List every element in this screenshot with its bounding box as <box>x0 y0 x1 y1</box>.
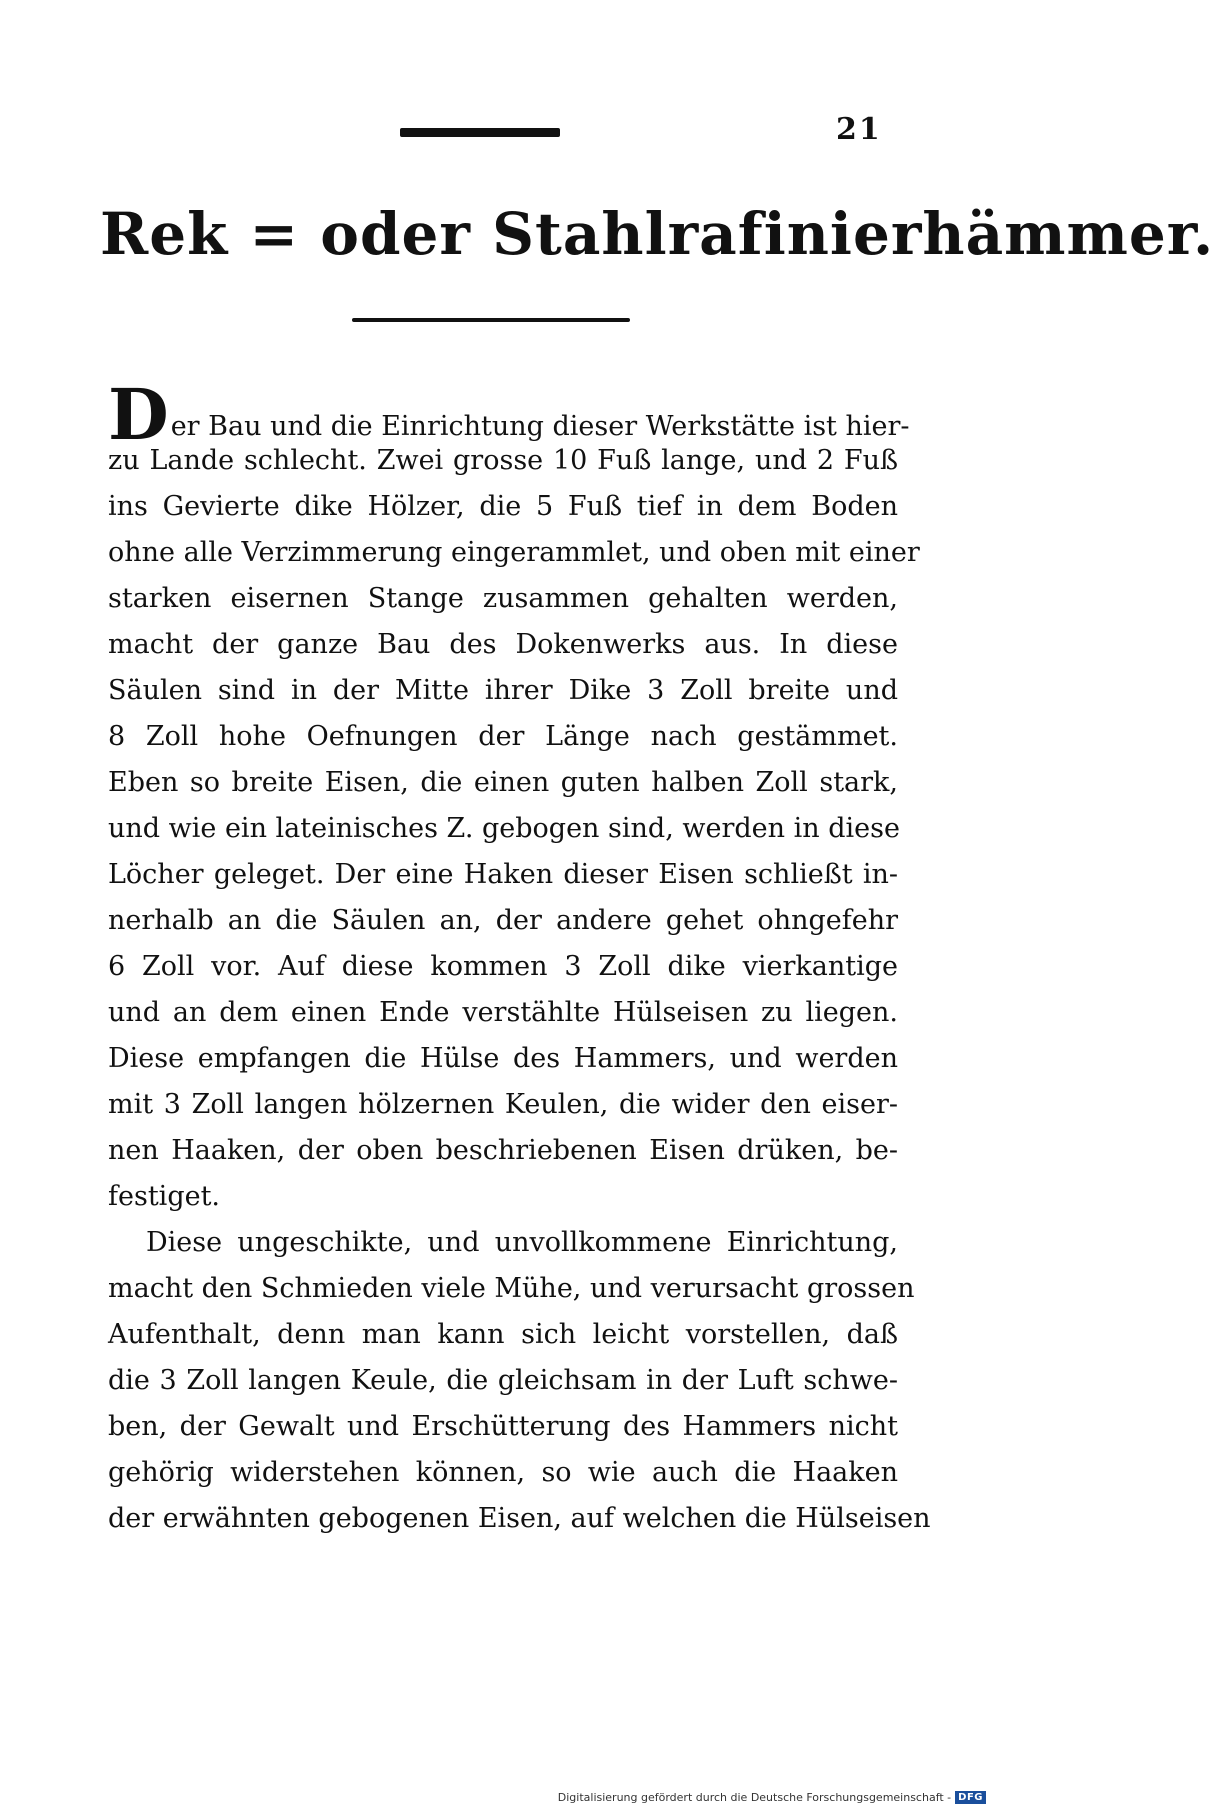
text-line: nerhalb an die Säulen an, der andere gehet ohngefehr <box>108 905 898 936</box>
text-line: Säulen sind in der Mitte ihrer Dike 3 Zoll breite und <box>108 675 898 706</box>
dfg-logo-icon: DFG <box>955 1791 986 1804</box>
text-line: die 3 Zoll langen Keule, die gleichsam in der Luft schwe- <box>108 1365 898 1396</box>
text-line: zu Lande schlecht. Zwei grosse 10 Fuß lange, und 2 Fuß <box>108 445 898 476</box>
text-line: Der Bau und die Einrichtung dieser Werkstätte ist hier- <box>108 373 910 456</box>
text-line: Diese empfangen die Hülse des Hammers, und werden <box>108 1043 898 1074</box>
text-line: Eben so breite Eisen, die einen guten halben Zoll stark, <box>108 767 898 798</box>
text-line: und an dem einen Ende verstählte Hülseisen zu liegen. <box>108 997 898 1028</box>
text-line: gehörig widerstehen können, so wie auch die Haaken <box>108 1457 898 1488</box>
text-line: und wie ein lateinisches Z. gebogen sind, werden in diese <box>108 813 900 844</box>
text-line: Löcher geleget. Der eine Haken dieser Eisen schließt in- <box>108 859 898 890</box>
text-line: macht der ganze Bau des Dokenwerks aus. In diese <box>108 629 898 660</box>
text-line: der erwähnten gebogenen Eisen, auf welchen die Hülseisen <box>108 1503 931 1534</box>
text-line: Diese ungeschikte, und unvollkommene Einrichtung, <box>146 1227 898 1258</box>
title-rule <box>352 318 630 322</box>
text-line: ben, der Gewalt und Erschütterung des Hammers nicht <box>108 1411 898 1442</box>
text-line: 6 Zoll vor. Auf diese kommen 3 Zoll dike vierkantige <box>108 951 898 982</box>
digitization-credit <box>558 1791 986 1804</box>
paragraph-2 <box>108 1220 931 1542</box>
paragraph-1 <box>108 373 920 1220</box>
drop-cap: D <box>108 373 169 456</box>
text-line: ohne alle Verzimmerung eingerammlet, und oben mit einer <box>108 537 920 568</box>
text-line: Aufenthalt, denn man kann sich leicht vorstellen, daß <box>108 1319 898 1350</box>
text-line: starken eisernen Stange zusammen gehalten werden, <box>108 583 898 614</box>
page-number: 21 <box>836 112 882 147</box>
text-line: nen Haaken, der oben beschriebenen Eisen drüken, be- <box>108 1135 898 1166</box>
text-line: festiget. <box>108 1181 221 1212</box>
text-line: mit 3 Zoll langen hölzernen Keulen, die wider den eiser- <box>108 1089 898 1120</box>
header-rule <box>400 128 560 137</box>
credit-text: Digitalisierung gefördert durch die Deutsche Forschungsgemeinschaft - <box>557 1791 952 1804</box>
text-line: macht den Schmieden viele Mühe, und verursacht grossen <box>108 1273 915 1304</box>
text-line: ins Gevierte dike Hölzer, die 5 Fuß tief in dem Boden <box>108 491 898 522</box>
body-text <box>108 373 931 1542</box>
section-title: Rek = oder Stahlrafinierhämmer. <box>100 200 1214 268</box>
text-line: 8 Zoll hohe Oefnungen der Länge nach gestämmet. <box>108 721 898 752</box>
